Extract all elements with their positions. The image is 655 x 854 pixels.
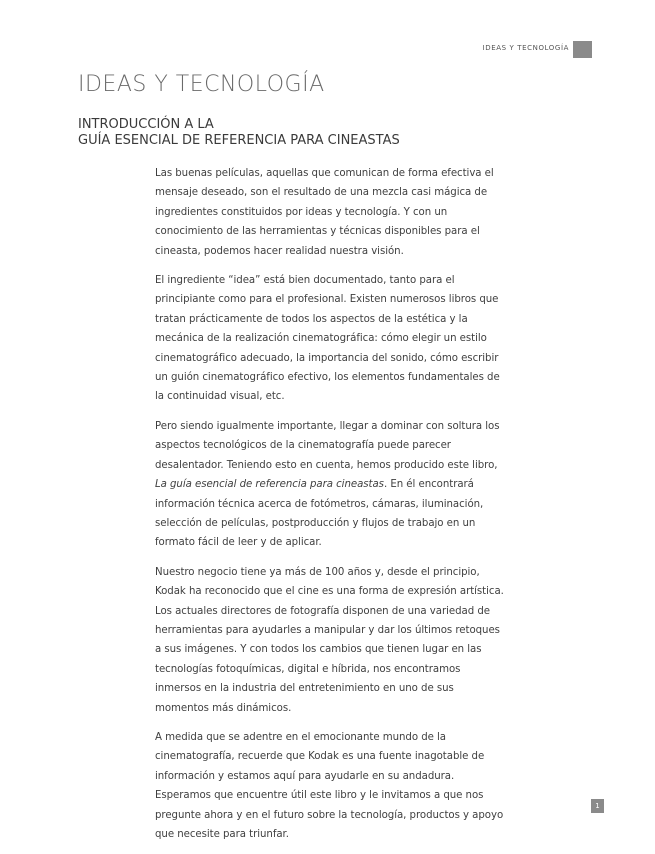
paragraph-3 (155, 417, 505, 553)
page-title: IDEAS Y TECNOLOGÍA (78, 72, 325, 97)
paragraph-3-text-end: . En él encontrará información técnica acerca de fotómetros, cámaras, iluminación, selección de películas, postproducción y flujos de trabajo en un formato fácil de leer y de aplicar. (155, 479, 484, 549)
paragraph-3-text-start: Pero siendo igualmente importante, llegar a dominar con soltura los aspectos tecnológicos de la cinematografía puede parecer desalentador. Teniendo esto en cuenta, hemos producido este libro, (155, 420, 500, 471)
paragraph-2: El ingrediente “idea” está bien documentado, tanto para el principiante como para el profesional. Existen numerosos libros que tratan prácticamente de todos los aspectos de la estética y la mecánica de la realización cinematográfica: cómo elegir un estilo cinematográfico adecuado, la importancia del sonido, cómo escribir un guión cinematográfico efectivo, los elementos fundamentales de la continuidad visual, etc. (155, 275, 500, 403)
paragraph-1: Las buenas películas, aquellas que comunican de forma efectiva el mensaje deseado, son el resultado de una mezcla casi mágica de ingredientes constituidos por ideas y tecnología. Y con un conocimiento de las herramientas y técnicas disponibles para el cineasta, podemos hacer realidad nuestra visión. (155, 168, 494, 257)
body-text (155, 164, 505, 854)
page-number: 1 (591, 799, 604, 813)
book-title-italic: La guía esencial de referencia para cineastas (155, 479, 384, 491)
paragraph-4: Nuestro negocio tiene ya más de 100 años y, desde el principio, Kodak ha reconocido que el cine es una forma de expresión artística. Los actuales directores de fotografía disponen de una variedad de herramientas para ayudarles a manipular y dar los últimos retoques a sus imágenes. Y con todos los cambios que tienen lugar en las tecnologías fotoquímicas, digital e híbrida, nos encontramos inmersos en la industria del entretenimiento en uno de sus momentos más dinámicos. (155, 566, 504, 714)
section-heading-line-2: GUÍA ESENCIAL DE REFERENCIA PARA CINEASTAS (78, 133, 400, 148)
running-header: IDEAS Y TECNOLOGÍA (482, 44, 569, 52)
section-heading (78, 117, 400, 149)
section-heading-line-1: INTRODUCCIÓN A LA (78, 117, 214, 132)
paragraph-5: A medida que se adentre en el emocionante mundo de la cinematografía, recuerde que Kodak es una fuente inagotable de información y estamos aquí para ayudarle en su andadura. Esperamos que encuentre útil este libro y le invitamos a que nos pregunte ahora y en el futuro sobre la tecnología, productos y apoyo que necesite para triunfar. (155, 731, 504, 840)
header-tab-block (573, 41, 592, 58)
